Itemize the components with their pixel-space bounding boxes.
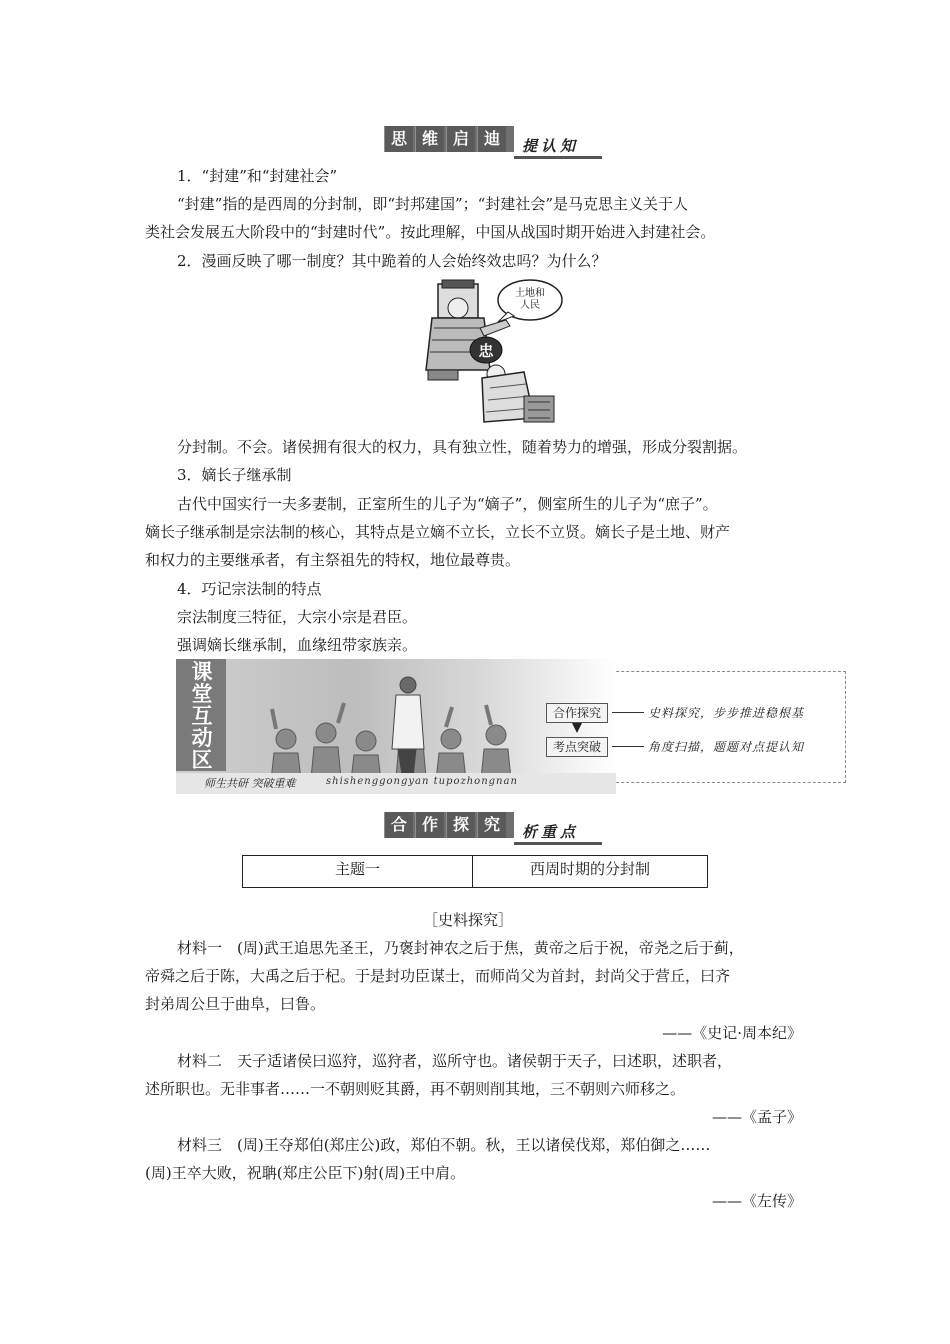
flow-box-breakthrough: 考点突破 bbox=[546, 737, 608, 757]
flow-line bbox=[612, 746, 644, 747]
banner-dark-block bbox=[384, 126, 514, 152]
item1-text-line: 类社会发展五大阶段中的“封建时代”。按此理解，中国从战国时期开始进入封建社会。 bbox=[145, 223, 716, 241]
bubble-text: 土地和 bbox=[515, 288, 545, 299]
item1-text-line: “封建”指的是西周的分封制，即“封邦建国”；“封建社会”是马克思主义关于人 bbox=[177, 195, 689, 213]
item2-heading: 2．漫画反映了哪一制度？其中跪着的人会始终效忠吗？为什么？ bbox=[177, 252, 607, 270]
title-char: 堂 bbox=[191, 682, 213, 706]
item2-answer: 分封制。不会。诸侯拥有很大的权力，具有独立性，随着势力的增强，形成分裂割据。 bbox=[177, 438, 748, 456]
feudal-cartoon-illustration bbox=[424, 278, 574, 428]
material3-source: ——《左传》 bbox=[711, 1192, 802, 1210]
material3-line: (周)王卒大败，祝聃(郑庄公臣下)射(周)王中肩。 bbox=[145, 1164, 466, 1182]
banner-char: 迪 bbox=[477, 126, 506, 152]
banner-char: 合 bbox=[384, 812, 413, 838]
banner-char: 探 bbox=[446, 812, 475, 838]
item3-text-line: 和权力的主要继承者，有主祭祖先的特权，地位最尊贵。 bbox=[145, 551, 521, 569]
banner-dashed-frame bbox=[596, 671, 846, 783]
flow-line bbox=[612, 712, 644, 713]
flow-desc-breakthrough: 角度扫描，题题对点提认知 bbox=[648, 740, 805, 754]
flow-box-cooperative: 合作探究 bbox=[546, 703, 608, 723]
banner-subtitle: 提认知 bbox=[514, 136, 602, 159]
banner-char: 作 bbox=[415, 812, 444, 838]
section-banner-thinking bbox=[384, 126, 602, 158]
banner-char: 究 bbox=[477, 812, 506, 838]
topic-title-cell: 西周时期的分封制 bbox=[473, 856, 708, 888]
banner-char: 启 bbox=[446, 126, 475, 152]
table-row bbox=[243, 856, 708, 888]
section-banner-cooperative bbox=[384, 812, 602, 844]
classroom-interaction-banner bbox=[176, 659, 846, 794]
bubble-text: 人民 bbox=[520, 300, 540, 311]
item4-heading: 4．巧记宗法制的特点 bbox=[177, 580, 322, 598]
title-char: 动 bbox=[191, 726, 213, 750]
material2-line: 述所职也。无非事者……一不朝则贬其爵，再不朝则削其地，三不朝则六师移之。 bbox=[145, 1080, 686, 1098]
flow-desc-cooperative: 史料探究，步步推进稳根基 bbox=[648, 706, 805, 720]
material2-line: 材料二 天子适诸侯曰巡狩，巡狩者，巡所守也。诸侯朝于天子，曰述职，述职者， bbox=[177, 1052, 733, 1070]
classroom-caption-pinyin: shishenggongyan tupozhongnan bbox=[326, 776, 518, 787]
classroom-caption-cn: 师生共研 突破重难 bbox=[204, 777, 296, 790]
banner-dark-block bbox=[384, 812, 514, 838]
item1-heading: 1．“封建”和“封建社会” bbox=[177, 167, 338, 185]
banner-char: 思 bbox=[384, 126, 413, 152]
item4-text-line: 强调嫡长继承制，血缘纽带家族亲。 bbox=[177, 636, 418, 654]
banner-char: 维 bbox=[415, 126, 444, 152]
topic-number-cell: 主题一 bbox=[243, 856, 473, 888]
crowd-figures bbox=[246, 669, 606, 789]
banner-subtitle: 析重点 bbox=[514, 822, 602, 845]
material1-source: ——《史记·周本纪》 bbox=[662, 1024, 802, 1042]
item3-text-line: 嫡长子继承制是宗法制的核心，其特点是立嫡不立长，立长不立贤。嫡长子是土地、财产 bbox=[145, 523, 731, 541]
flow-arrow-down bbox=[572, 723, 582, 733]
classroom-title bbox=[180, 661, 224, 771]
material3-line: 材料三 (周)王夺郑伯(郑庄公)政，郑伯不朝。秋，王以诸侯伐郑，郑伯御之…… bbox=[177, 1136, 711, 1154]
title-char: 互 bbox=[191, 704, 213, 728]
topic-table bbox=[242, 855, 708, 888]
materials-heading: ［史料探究］ bbox=[423, 911, 514, 929]
item3-heading: 3．嫡长子继承制 bbox=[177, 466, 292, 484]
material1-line: 材料一 (周)武王追思先圣王，乃褒封神农之后于焦，黄帝之后于祝，帝尧之后于蓟， bbox=[177, 939, 744, 957]
material2-source: ——《孟子》 bbox=[711, 1108, 802, 1126]
material1-line: 帝舜之后于陈，大禹之后于杞。于是封功臣谋士，而师尚父为首封，封尚父于营丘，曰齐 bbox=[145, 967, 731, 985]
material1-line: 封弟周公旦于曲阜，曰鲁。 bbox=[145, 995, 326, 1013]
title-char: 区 bbox=[191, 748, 213, 772]
item3-text-line: 古代中国实行一夫多妻制，正室所生的儿子为“嫡子”，侧室所生的儿子为“庶子”。 bbox=[177, 495, 718, 513]
title-char: 课 bbox=[191, 660, 213, 684]
loyalty-badge: 忠 bbox=[478, 342, 494, 360]
item4-text-line: 宗法制度三特征，大宗小宗是君臣。 bbox=[177, 608, 418, 626]
